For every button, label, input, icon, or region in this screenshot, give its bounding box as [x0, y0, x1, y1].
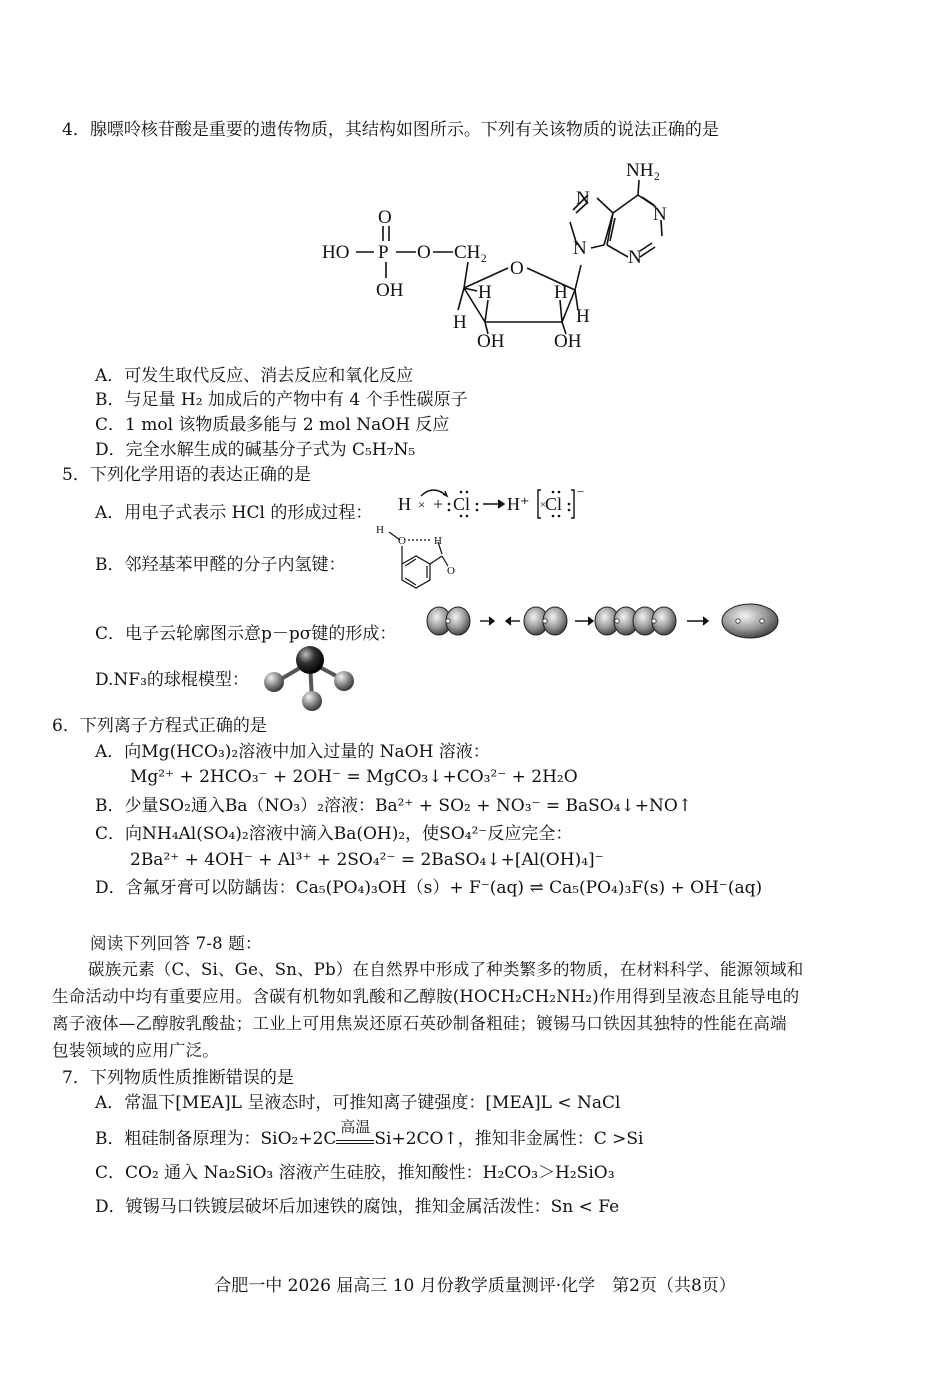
high-temp-condition	[336, 1118, 374, 1144]
reading-line-4: 包装领域的应用广泛。	[52, 1041, 219, 1060]
q5-option-d: D.NF₃的球棍模型：	[95, 670, 249, 690]
q5-stem: 5．下列化学用语的表达正确的是	[62, 465, 311, 485]
h-ion-label: H⁺	[507, 494, 530, 514]
q4-option-c: C．1 mol 该物质最多能与 2 mol NaOH 反应	[95, 415, 450, 435]
nf3-ball-stick-model	[258, 640, 368, 714]
o-h-hydrogen-label: H	[376, 524, 384, 536]
p-label: P	[378, 242, 389, 263]
p-p-sigma-bond-figure	[425, 600, 785, 642]
q5-option-a: A．用电子式表示 HCl 的形成过程：	[95, 503, 373, 523]
n7-label: N	[576, 188, 590, 209]
q5-option-c: C．电子云轮廓图示意p－pσ键的形成：	[95, 624, 397, 644]
q4-option-b: B．与足量 H₂ 加成后的产物中有 4 个手性碳原子	[95, 390, 468, 410]
q4-option-d: D．完全水解生成的碱基分子式为 C₅H₇N₅	[95, 440, 416, 460]
ch2-label: CH₂	[454, 242, 488, 263]
reading-line-3: 离子液体—乙醇胺乳酸盐；工业上可用焦炭还原石英砂制备粗硅；镀锡马口铁因其独特的性能在高端	[52, 1014, 787, 1033]
q7-option-d: D．镀锡马口铁镀层破坏后加速铁的腐蚀，推知金属活泼性：Sn < Fe	[95, 1197, 620, 1217]
q6-option-d: D．含氟牙膏可以防龋齿：Ca₅(PO₄)₃OH（s）+ F⁻(aq) ⇌ Ca₅(PO₄)₃F(s) + OH⁻(aq)	[95, 878, 763, 898]
h1-label: H	[478, 282, 492, 303]
q4-stem: 4．腺嘌呤核苷酸是重要的遗传物质，其结构如图所示。下列有关该物质的说法正确的是	[62, 120, 719, 140]
q7-option-c: C．CO₂ 通入 Na₂SiO₃ 溶液产生硅胶，推知酸性：H₂CO₃＞H₂SiO₃	[95, 1163, 615, 1183]
plus-sign: +	[433, 494, 444, 514]
q5-option-b: B．邻羟基苯甲醛的分子内氢键：	[95, 555, 346, 575]
o-top-label: O	[378, 207, 392, 228]
cl-ion-label: Cl	[545, 494, 563, 514]
adenosine-monophosphate-structure	[310, 150, 690, 360]
oh-left-label: OH	[477, 331, 505, 352]
h2-label: H	[453, 312, 467, 333]
q6-stem: 6．下列离子方程式正确的是	[52, 716, 267, 736]
o-link-label: O	[417, 242, 431, 263]
page-footer: 合肥一中 2026 届高三 10 月份教学质量测评·化学 第2页（共8页）	[214, 1276, 736, 1296]
hydroxyl-oxygen-label: O	[398, 535, 406, 547]
o-ring-label: O	[510, 258, 524, 279]
q6-option-c-line1: C．向NH₄Al(SO₄)₂溶液中滴入Ba(OH)₂，使SO₄²⁻反应完全：	[95, 824, 573, 844]
oh-right-label: OH	[554, 331, 582, 352]
q6-option-a-line2: Mg²⁺ + 2HCO₃⁻ + 2OH⁻ = MgCO₃↓+CO₃²⁻ + 2H₂O	[130, 767, 578, 787]
n3-label: N	[628, 247, 642, 268]
h-atom-label: H	[398, 494, 411, 514]
nh2-label: NH₂	[626, 160, 661, 181]
cl-atom-label: Cl	[453, 494, 471, 514]
q6-option-b: B．少量SO₂通入Ba（NO₃）₂溶液：Ba²⁺ + SO₂ + NO₃⁻ = BaSO₄↓+NO↑	[95, 796, 693, 816]
h3-label: H	[554, 282, 568, 303]
oh-p-label: OH	[376, 280, 404, 301]
high-temp-label: 高温	[340, 1118, 371, 1136]
q7-option-b	[95, 1118, 644, 1149]
reading-line-1: 碳族元素（C、Si、Ge、Sn、Pb）在自然界中形成了种类繁多的物质，在材料科学、能源领域和	[88, 960, 804, 979]
ho-label: HO	[322, 242, 350, 263]
svg-text:×: ×	[540, 499, 547, 511]
h4-label: H	[576, 306, 590, 327]
carbonyl-oxygen-label: O	[447, 565, 455, 577]
n9-label: N	[573, 238, 587, 259]
hcl-electron-formula-figure	[395, 484, 595, 524]
minus-sign: −	[577, 484, 585, 499]
q4-option-a: A．可发生取代反应、消去反应和氧化反应	[95, 366, 414, 386]
aldehyde-hydrogen-label: H	[434, 535, 442, 547]
q7-option-a: A．常温下[MEA]L 呈液态时，可推知离子键强度：[MEA]L < NaCl	[95, 1093, 621, 1113]
q7-option-b-pre: B．粗硅制备原理为：SiO₂+2C	[95, 1129, 337, 1149]
reading-line-2: 生命活动中均有重要应用。含碳有机物如乳酸和乙醇胺(HOCH₂CH₂NH₂)作用得到呈液态且能导电的	[52, 987, 800, 1006]
reading-intro: 阅读下列回答 7-8 题：	[90, 934, 262, 953]
q6-option-c-line2: 2Ba²⁺ + 4OH⁻ + Al³⁺ + 2SO₄²⁻ = 2BaSO₄↓+[Al(OH)₄]⁻	[130, 850, 604, 870]
q6-option-a-line1: A．向Mg(HCO₃)₂溶液中加入过量的 NaOH 溶液：	[95, 742, 490, 762]
svg-text:×: ×	[418, 497, 426, 512]
n1-label: N	[653, 204, 667, 225]
salicylaldehyde-h-bond-figure	[372, 522, 464, 602]
q7-option-b-post: Si+2CO↑，推知非金属性：C >Si	[374, 1129, 644, 1149]
q7-stem: 7．下列物质性质推断错误的是	[62, 1068, 294, 1088]
